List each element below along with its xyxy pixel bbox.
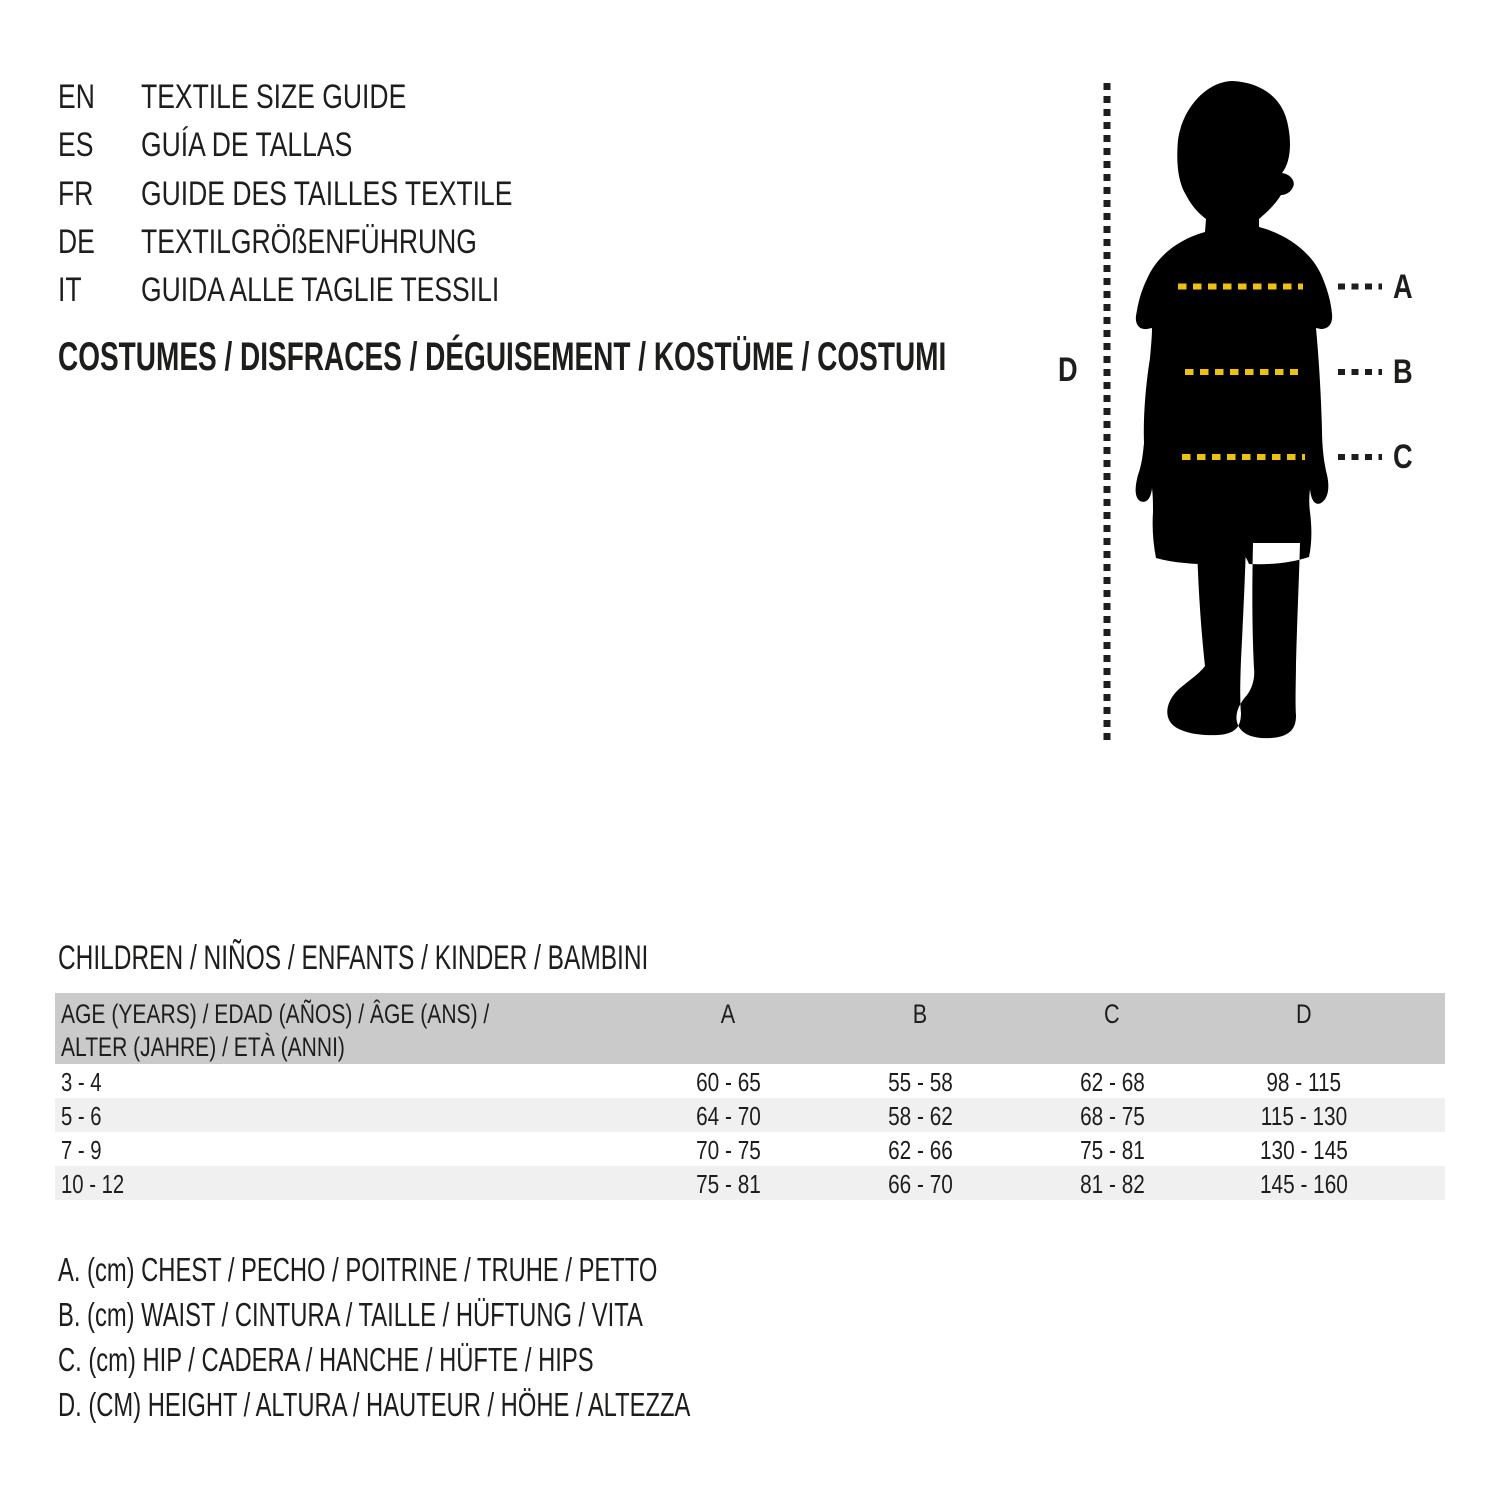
language-row-de bbox=[58, 218, 618, 266]
language-code: EN bbox=[58, 78, 95, 116]
column-header-b: B bbox=[912, 999, 928, 1029]
waist-cell: 66 - 70 bbox=[887, 1169, 953, 1199]
column-header-c: C bbox=[1104, 999, 1120, 1029]
language-title: GUÍA DE TALLAS bbox=[141, 126, 353, 165]
child-silhouette bbox=[1136, 81, 1333, 738]
chest-measure-label: A bbox=[1393, 268, 1413, 306]
hip-cell: 81 - 82 bbox=[1079, 1169, 1145, 1199]
language-code: IT bbox=[58, 271, 82, 310]
language-code: ES bbox=[58, 126, 94, 165]
language-code: FR bbox=[58, 174, 94, 213]
waist-cell: 62 - 66 bbox=[887, 1135, 953, 1165]
height-cell: 145 - 160 bbox=[1260, 1169, 1348, 1199]
chest-cell: 75 - 81 bbox=[695, 1169, 761, 1199]
waist-cell: 55 - 58 bbox=[887, 1067, 953, 1097]
language-row-en bbox=[58, 73, 618, 121]
table-row bbox=[55, 1098, 1445, 1132]
measurement-legend bbox=[58, 1247, 936, 1427]
children-section-title: CHILDREN / NIÑOS / ENFANTS / KINDER / BAMBINI bbox=[58, 939, 649, 977]
age-cell: 5 - 6 bbox=[61, 1101, 102, 1131]
table-header-row bbox=[55, 993, 1445, 1064]
measurement-diagram bbox=[1050, 75, 1490, 765]
chest-cell: 64 - 70 bbox=[695, 1101, 761, 1131]
legend-item-hip: C. (cm) HIP / CADERA / HANCHE / HÜFTE / HIPS bbox=[58, 1341, 594, 1378]
language-title: GUIDE DES TAILLES TEXTILE bbox=[141, 174, 513, 213]
child-silhouette-figure bbox=[1050, 75, 1490, 765]
language-row-fr bbox=[58, 170, 618, 218]
height-measure-label: D bbox=[1058, 351, 1078, 389]
language-title: GUIDA ALLE TAGLIE TESSILI bbox=[141, 271, 500, 310]
table-row bbox=[55, 1166, 1445, 1200]
legend-item-waist: B. (cm) WAIST / CINTURA / TAILLE / HÜFTUNG / VITA bbox=[58, 1296, 643, 1333]
legend-item-height: D. (CM) HEIGHT / ALTURA / HAUTEUR / HÖHE / ALTEZZA bbox=[58, 1386, 691, 1423]
category-title: COSTUMES / DISFRACES / DÉGUISEMENT / KOSTÜME / COSTUMI bbox=[58, 335, 947, 379]
language-title-list bbox=[58, 73, 618, 314]
table-row bbox=[55, 1132, 1445, 1166]
hip-cell: 62 - 68 bbox=[1079, 1067, 1145, 1097]
hip-cell: 75 - 81 bbox=[1079, 1135, 1145, 1165]
height-cell: 115 - 130 bbox=[1260, 1101, 1348, 1131]
height-cell: 98 - 115 bbox=[1266, 1067, 1342, 1097]
column-header-a: A bbox=[720, 999, 736, 1029]
age-cell: 10 - 12 bbox=[61, 1169, 125, 1199]
waist-measure-label: B bbox=[1393, 353, 1413, 391]
chest-cell: 70 - 75 bbox=[695, 1135, 761, 1165]
language-row-es bbox=[58, 121, 618, 169]
language-title: TEXTILE SIZE GUIDE bbox=[141, 78, 407, 116]
hip-cell: 68 - 75 bbox=[1079, 1101, 1145, 1131]
legend-item-chest: A. (cm) CHEST / PECHO / POITRINE / TRUHE / PETTO bbox=[58, 1251, 658, 1288]
language-row-it bbox=[58, 266, 618, 314]
age-cell: 3 - 4 bbox=[61, 1067, 102, 1097]
chest-cell: 60 - 65 bbox=[695, 1067, 761, 1097]
column-header-d: D bbox=[1296, 999, 1312, 1029]
children-size-table bbox=[55, 993, 1445, 1200]
language-code: DE bbox=[58, 222, 95, 261]
age-column-header: AGE (YEARS) / EDAD (AÑOS) / ÂGE (ANS) / ALTER (JAHRE) / ETÀ (ANNI) bbox=[61, 999, 490, 1062]
waist-cell: 58 - 62 bbox=[887, 1101, 953, 1131]
height-cell: 130 - 145 bbox=[1260, 1135, 1348, 1165]
table-row bbox=[55, 1064, 1445, 1098]
age-cell: 7 - 9 bbox=[61, 1135, 102, 1165]
hip-measure-label: C bbox=[1393, 438, 1413, 476]
language-title: TEXTILGRÖßENFÜHRUNG bbox=[141, 222, 478, 261]
